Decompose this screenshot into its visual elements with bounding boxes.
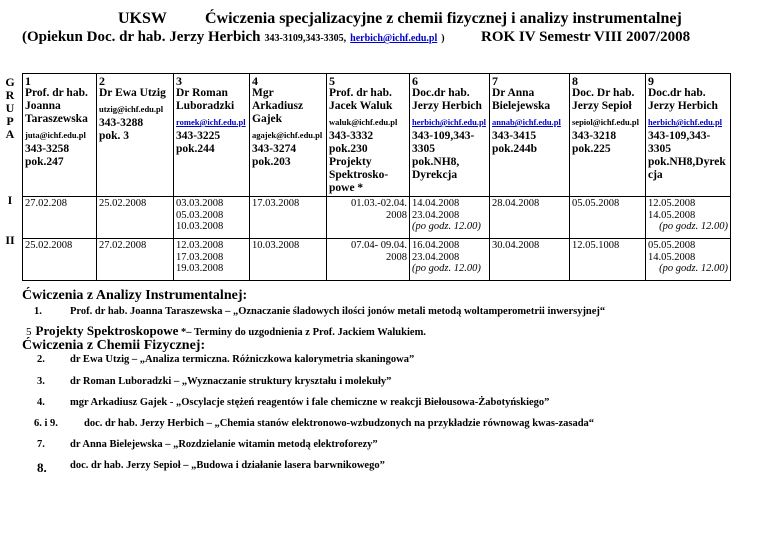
date-entry: (po godz. 12.00) (412, 221, 481, 232)
chemia-item-num: 2. (37, 354, 45, 365)
group-cell-1 (23, 74, 97, 197)
group-cell-6 (410, 74, 490, 197)
header-line2 (22, 28, 445, 46)
group-teacher-name: Taraszewska (25, 113, 88, 125)
chemia-item-text: dr Roman Luboradzki – „Wyznaczanie struktury kryształu i molekuły” (70, 376, 392, 387)
projekty-title: Projekty Spektroskopowe (35, 323, 179, 338)
chemia-item-text: doc. dr hab. Jerzy Sepioł – „Budowa i działanie lasera barwnikowego” (70, 460, 385, 471)
group-number: 7 (492, 74, 498, 88)
chemia-item-text: doc. dr hab. Jerzy Herbich – „Chemia stanów elektronowo-wzbudzonych na przykładzie równowag kwas-zasada“ (84, 418, 595, 429)
group-email[interactable]: herbich@ichf.edu.pl (412, 117, 487, 127)
date-entry: 14.05.2008 (648, 209, 696, 221)
side-letter: R (5, 88, 15, 102)
table-cell (410, 197, 490, 239)
side-letter: G (5, 75, 15, 89)
group-cell-8 (570, 74, 646, 197)
group-email[interactable]: herbich@ichf.edu.pl (648, 117, 723, 127)
chemia-item-num: 6. i 9. (34, 418, 58, 429)
group-email[interactable]: romek@ichf.edu.pl (176, 117, 246, 127)
date-entry: (po godz. 12.00) (659, 263, 728, 274)
group-contact-line: Spektrosko- (329, 169, 389, 181)
table-row (23, 197, 731, 239)
date-entry: 03.03.2008 (176, 198, 224, 209)
group-teacher-name: Dr Roman (176, 87, 228, 99)
analiza-title: Ćwiczenia z Analizy Instrumentalnej: (22, 288, 248, 303)
chemia-item-num: 3. (37, 376, 45, 387)
group-number: 3 (176, 74, 182, 88)
group-number: 4 (252, 74, 258, 88)
group-contact-line: pok.244 (176, 143, 215, 155)
header-title: Ćwiczenia specjalizacyjne z chemii fizycznej i analizy instrumentalnej (205, 10, 682, 27)
header-email-link[interactable]: herbich@ichf.edu.pl (350, 33, 438, 44)
date-entry: 17.03.2008 (252, 198, 300, 209)
group-contact-line: pok.247 (25, 156, 64, 168)
table-cell (174, 197, 250, 239)
header-supervisor: (Opiekun Doc. dr hab. Jerzy Herbich (22, 29, 261, 45)
group-contact-line: 343-3258 (25, 143, 70, 155)
group-contact-line: pok.NH8,Dyrek (648, 156, 726, 168)
group-contact-line: 343-3274 (252, 143, 297, 155)
header-ukws: UKSW (118, 10, 167, 27)
date-entry: 16.04.2008 (412, 240, 460, 251)
row-label-i: I (7, 193, 13, 207)
group-cell-7 (490, 74, 570, 197)
group-email: sepiol@ichf.edu.pl (572, 117, 639, 127)
group-teacher-name: Prof. dr hab. (25, 87, 88, 99)
group-teacher-name: Mgr Arkadiusz (252, 87, 304, 112)
analiza-item-text: Prof. dr hab. Joanna Taraszewska – „Oznaczanie śladowych ilości jonów metali metodą woltamperometrii inwersyjnej“ (70, 306, 606, 317)
group-contact-line: pok.203 (252, 156, 291, 168)
chemia-item-num: 4. (37, 397, 45, 408)
header-paren: ) (441, 33, 445, 44)
table-cell (490, 239, 570, 281)
date-entry: 27.02.2008 (99, 240, 147, 251)
chemia-item-text: dr Anna Bielejewska – „Rozdzielanie witamin metodą elektroforezy” (70, 439, 378, 450)
date-entry: 01.03.-02.04. (351, 198, 407, 209)
date-entry: 10.03.2008 (176, 221, 224, 232)
group-contact-line: cja (648, 169, 663, 181)
group-number: 6 (412, 74, 418, 88)
group-email: utzig@ichf.edu.pl (99, 104, 164, 114)
projekty-rest: *– Terminy do uzgodnienia z Prof. Jackiem Walukiem. (178, 327, 426, 338)
date-entry: 25.02.2008 (99, 198, 147, 209)
date-entry: 30.04.2008 (492, 240, 540, 251)
group-cell-5 (327, 74, 410, 197)
table-cell (646, 197, 731, 239)
date-entry: 12.05.2008 (648, 198, 696, 209)
chemia-item-text: dr Ewa Utzig – „Analiza termiczna. Różniczkowa kalorymetria skaningowa” (70, 354, 415, 365)
date-entry: 23.04.2008 (412, 251, 460, 263)
group-teacher-name: Jerzy Herbich (412, 100, 482, 112)
group-contact-line: 3305 (648, 143, 671, 155)
group-teacher-name: Gajek (252, 113, 283, 125)
date-entry: 14.05.2008 (648, 251, 696, 263)
group-number: 1 (25, 74, 31, 88)
group-contact-line: Projekty (329, 156, 372, 168)
group-teacher-name: Bielejewska (492, 100, 551, 112)
group-number: 8 (572, 74, 578, 88)
date-entry: 19.03.2008 (176, 263, 224, 274)
date-entry: 14.04.2008 (412, 198, 460, 209)
group-contact-line: 343-3225 (176, 130, 221, 142)
group-teacher-name: Joanna (25, 100, 61, 112)
group-teacher-name: Jacek Waluk (329, 100, 393, 112)
group-cell-4 (250, 74, 327, 197)
group-contact-line: powe * (329, 182, 364, 194)
group-contact-line: pok.225 (572, 143, 611, 155)
group-teacher-name: Doc.dr hab. (648, 87, 706, 99)
date-entry: (po godz. 12.00) (659, 221, 728, 232)
chemia-title: Ćwiczenia z Chemii Fizycznej: (22, 338, 206, 353)
group-cell-9 (646, 74, 731, 197)
table-cell (23, 239, 97, 281)
side-letter: A (5, 127, 15, 141)
table-cell (97, 239, 174, 281)
group-teacher-name: Doc.dr hab. (412, 87, 470, 99)
group-email[interactable]: annab@ichf.edu.pl (492, 117, 561, 127)
group-teacher-name: Doc. Dr hab. (572, 87, 635, 99)
group-contact-line: pok.230 (329, 143, 368, 155)
date-entry: 2008 (386, 209, 407, 221)
date-entry: 07.04- 09.04. (351, 240, 407, 251)
group-email: juta@ichf.edu.pl (25, 130, 86, 140)
chemia-item-text: mgr Arkadiusz Gajek - „Oscylacje stężeń reagentów i fale chemiczne w reakcji Biełousowa-Żabotyńskiego” (70, 397, 550, 408)
row-label-ii: II (5, 233, 15, 247)
group-teacher-name: Jerzy Herbich (648, 100, 718, 112)
date-entry: 05.03.2008 (176, 209, 224, 221)
group-number: 9 (648, 74, 654, 88)
date-entry: 12.05.1008 (572, 240, 620, 251)
group-side-label (3, 76, 17, 141)
date-entry: 05.05.2008 (648, 240, 696, 251)
group-contact-line: Dyrekcja (412, 169, 458, 181)
analiza-item-num: 1. (34, 306, 42, 317)
date-entry: 17.03.2008 (176, 251, 224, 263)
group-header-row (23, 74, 731, 197)
header-year: ROK IV Semestr VIII 2007/2008 (481, 29, 691, 45)
group-contact-line: 343-3288 (99, 117, 144, 129)
group-number: 5 (329, 74, 335, 88)
group-cell-3 (174, 74, 250, 197)
group-contact-line: pok.NH8, (412, 156, 460, 168)
group-contact-line: 343-3415 (492, 130, 537, 142)
group-contact-line: 343-3218 (572, 130, 617, 142)
group-teacher-name: Dr Anna (492, 87, 535, 99)
chemia-item-num: 8. (37, 460, 47, 475)
date-entry: 25.02.2008 (25, 240, 73, 251)
group-contact-line: 343-109,343- (648, 130, 711, 142)
table-cell (250, 239, 327, 281)
projekty-num: 5 (26, 326, 32, 338)
date-entry: 28.04.2008 (492, 198, 540, 209)
group-teacher-name: Dr Ewa Utzig (99, 87, 166, 99)
side-letter: P (6, 114, 14, 128)
group-contact-line: 343-109,343- (412, 130, 475, 142)
table-cell (174, 239, 250, 281)
schedule-table (22, 73, 731, 281)
date-entry: 2008 (386, 251, 407, 263)
group-email: waluk@ichf.edu.pl (329, 117, 398, 127)
side-letter: U (5, 101, 15, 115)
table-row (23, 239, 731, 281)
group-number: 2 (99, 74, 105, 88)
group-contact-line: pok. 3 (99, 130, 130, 142)
date-entry: (po godz. 12.00) (412, 263, 481, 274)
table-cell (327, 197, 410, 239)
group-contact-line: 3305 (412, 143, 435, 155)
group-email: agajek@ichf.edu.pl (252, 130, 323, 140)
date-entry: 10.03.2008 (252, 240, 300, 251)
group-teacher-name: Luboradzki (176, 100, 235, 112)
group-contact-line: 343-3332 (329, 130, 374, 142)
date-entry: 27.02.208 (25, 198, 67, 209)
chemia-item-num: 7. (37, 439, 45, 450)
table-cell (250, 197, 327, 239)
table-cell (570, 239, 646, 281)
table-cell (570, 197, 646, 239)
table-cell (327, 239, 410, 281)
header-phones: 343-3109,343-3305, (264, 33, 347, 44)
date-entry: 05.05.2008 (572, 198, 620, 209)
table-cell (410, 239, 490, 281)
table-cell (97, 197, 174, 239)
date-entry: 23.04.2008 (412, 209, 460, 221)
table-cell (23, 197, 97, 239)
group-teacher-name: Prof. dr hab. (329, 87, 392, 99)
date-entry: 12.03.2008 (176, 240, 224, 251)
group-teacher-name: Jerzy Sepioł (572, 100, 632, 112)
group-contact-line: pok.244b (492, 143, 538, 155)
table-cell (646, 239, 731, 281)
group-cell-2 (97, 74, 174, 197)
table-cell (490, 197, 570, 239)
